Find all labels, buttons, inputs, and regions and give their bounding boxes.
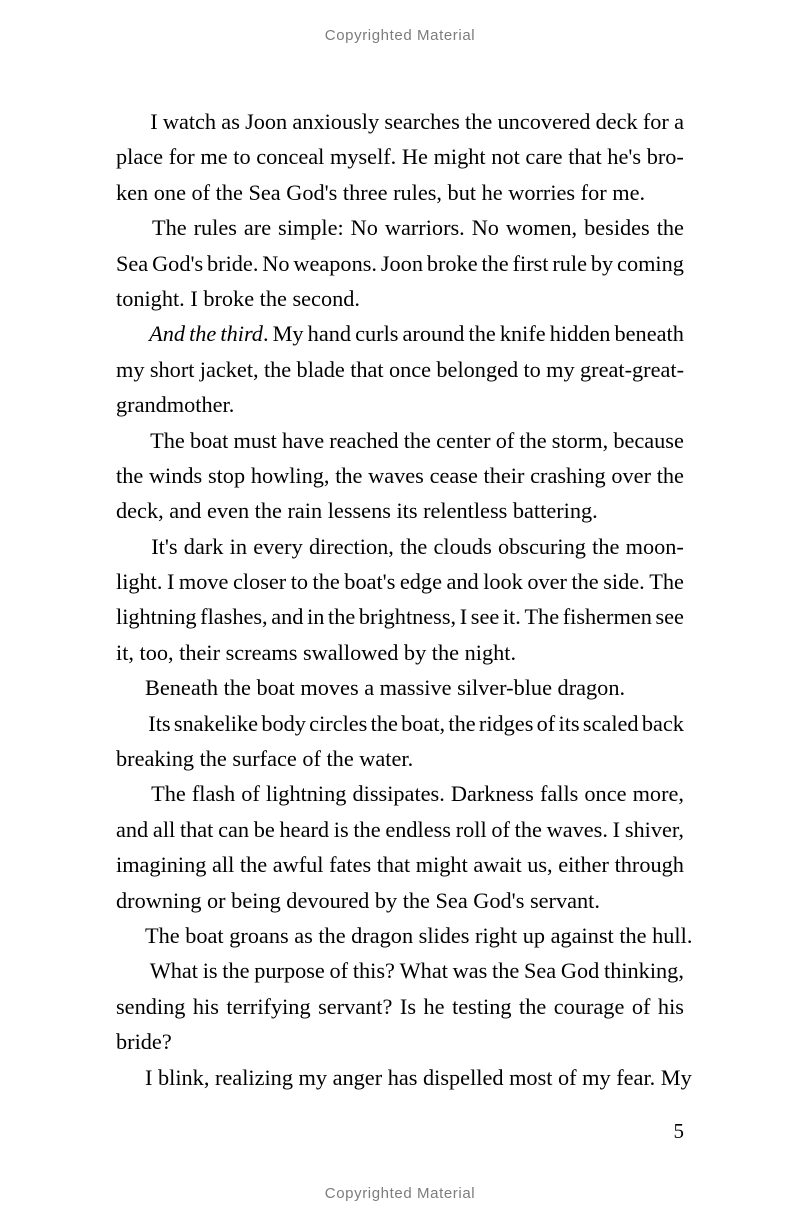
page-number: 5 bbox=[673, 1119, 684, 1143]
text-line: It's dark in every direction, the clouds obscuring the moon- bbox=[116, 529, 684, 564]
text-line: sending his terrifying servant? Is he testing the courage of his bbox=[116, 993, 684, 1019]
text-line: breaking the surface of the water. bbox=[116, 746, 414, 772]
text-line: light. I move closer to the boat's edge and look over the side. The bbox=[116, 569, 684, 595]
paragraph-indent bbox=[116, 776, 145, 811]
text-line: the winds stop howling, the waves cease their crashing over the bbox=[116, 462, 684, 488]
paragraph bbox=[116, 706, 684, 777]
text-line: The boat must have reached the center of the storm, because bbox=[116, 423, 684, 458]
paragraph-indent bbox=[116, 953, 145, 988]
text-line: And the third. My hand curls around the knife hidden beneath bbox=[116, 316, 684, 351]
text-line: The flash of lightning dissipates. Darkness falls once more, bbox=[116, 776, 684, 811]
text-line: Beneath the boat moves a massive silver-blue dragon. bbox=[145, 675, 626, 701]
paragraph bbox=[116, 104, 684, 210]
text-line: and all that can be heard is the endless roll of the waves. I shiver, bbox=[116, 816, 684, 842]
paragraph-indent bbox=[116, 423, 145, 458]
text-line: The rules are simple: No warriors. No women, besides the bbox=[116, 210, 684, 245]
text-line: Sea God's bride. No weapons. Joon broke the first rule by coming bbox=[116, 250, 684, 276]
text-line: deck, and even the rain lessens its relentless battering. bbox=[116, 498, 598, 524]
text-line: imagining all the awful fates that might await us, either through bbox=[116, 852, 684, 878]
text-line: ken one of the Sea God's three rules, but he worries for me. bbox=[116, 179, 646, 205]
paragraph bbox=[116, 1060, 692, 1095]
text-line: bride? bbox=[116, 1029, 172, 1055]
text-line: place for me to conceal myself. He might not care that he's bro- bbox=[116, 144, 684, 170]
paragraph-indent bbox=[116, 316, 145, 351]
paragraph bbox=[116, 918, 693, 953]
paragraph bbox=[116, 210, 684, 316]
text-line: I blink, realizing my anger has dispelled most of my fear. My bbox=[145, 1064, 692, 1090]
paragraph bbox=[116, 953, 684, 1059]
paragraph bbox=[116, 776, 684, 918]
copyright-watermark-bottom: Copyrighted Material bbox=[324, 1185, 476, 1202]
text-line: drowning or being devoured by the Sea God's servant. bbox=[116, 887, 600, 913]
paragraph bbox=[116, 670, 684, 705]
text-line: my short jacket, the blade that once belonged to my great-great- bbox=[116, 356, 684, 382]
copyright-watermark-top: Copyrighted Material bbox=[324, 27, 476, 44]
paragraph bbox=[116, 423, 684, 529]
text-line: tonight. I broke the second. bbox=[116, 285, 360, 311]
text-line: Its snakelike body circles the boat, the ridges of its scaled back bbox=[116, 706, 684, 741]
text-line: it, too, their screams swallowed by the night. bbox=[116, 639, 517, 665]
paragraph-indent bbox=[116, 529, 145, 564]
paragraph-indent bbox=[116, 104, 145, 139]
paragraph-indent bbox=[116, 210, 145, 245]
text-line: What is the purpose of this? What was the Sea God thinking, bbox=[116, 953, 684, 988]
text-line: grandmother. bbox=[116, 392, 235, 418]
text-line: I watch as Joon anxiously searches the uncovered deck for a bbox=[116, 104, 684, 139]
paragraph-indent bbox=[116, 706, 145, 741]
body-text-block bbox=[116, 104, 693, 1095]
text-line: The boat groans as the dragon slides right up against the hull. bbox=[145, 922, 693, 948]
text-line: lightning flashes, and in the brightness, I see it. The fishermen see bbox=[116, 604, 684, 630]
paragraph bbox=[116, 529, 684, 671]
paragraph bbox=[116, 316, 684, 422]
